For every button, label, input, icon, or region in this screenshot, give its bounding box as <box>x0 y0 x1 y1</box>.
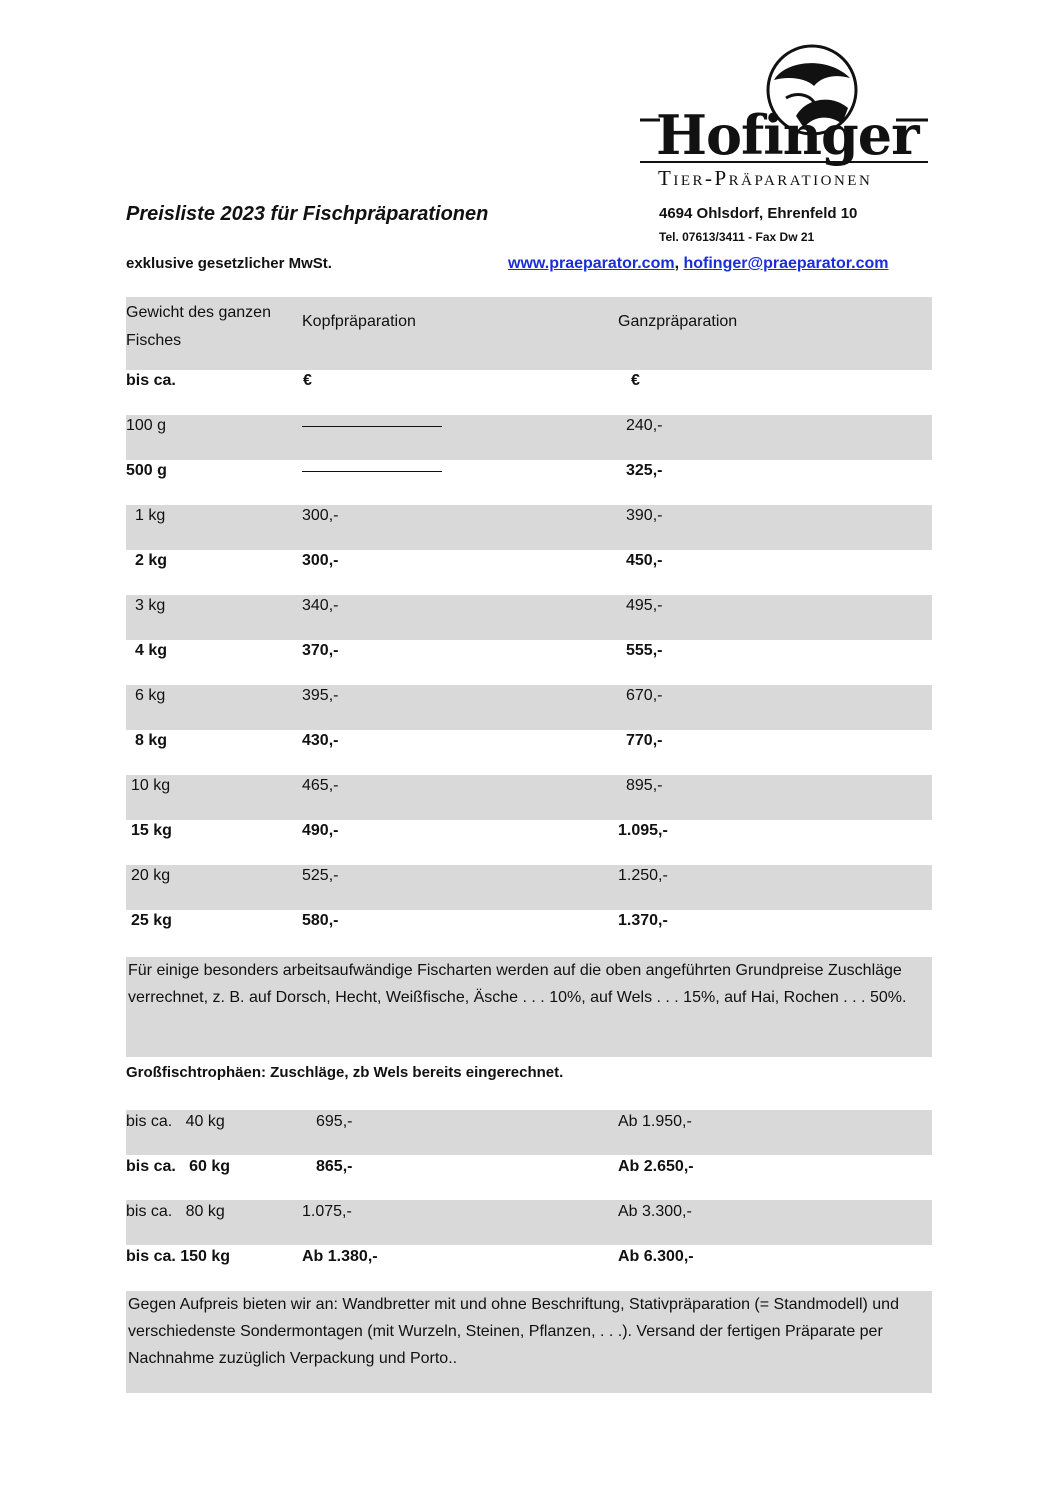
row-whole-price: 495,- <box>626 597 663 614</box>
table-row <box>126 595 932 640</box>
row-whole-price: 1.250,- <box>618 867 668 884</box>
table-row <box>126 685 932 730</box>
big-fish-row <box>126 1245 932 1290</box>
row-head-price <box>302 417 442 435</box>
row-head-price: 465,- <box>302 777 339 794</box>
row-weight: 20 kg <box>131 867 171 884</box>
row-whole-price: 555,- <box>626 642 663 659</box>
row-whole-price: 895,- <box>626 777 663 794</box>
big-fish-head-price: 865,- <box>316 1158 353 1175</box>
row-head-price: 300,- <box>302 507 339 524</box>
row-whole-price: 1.370,- <box>618 912 668 929</box>
row-weight: 25 kg <box>131 912 172 929</box>
table-row <box>126 865 932 910</box>
big-fish-weight: bis ca. 150 kg <box>126 1248 231 1265</box>
company-phone: Tel. 07613/3411 - Fax Dw 21 <box>659 230 815 244</box>
big-fish-weight: bis ca. 80 kg <box>126 1203 225 1220</box>
big-fish-head-price: 1.075,- <box>302 1203 352 1220</box>
table-row <box>126 460 932 505</box>
company-address: 4694 Ohlsdorf, Ehrenfeld 10 <box>659 205 858 222</box>
col-header-weight: Gewicht des ganzen Fisches <box>126 304 271 349</box>
big-fish-row <box>126 1200 932 1245</box>
link-separator: , <box>674 255 680 272</box>
row-whole-price: 390,- <box>626 507 663 524</box>
row-head-price: 490,- <box>302 822 339 839</box>
row-weight: 3 kg <box>135 597 166 614</box>
table-row <box>126 550 932 595</box>
currency-row-label: bis ca. <box>126 372 176 389</box>
big-fish-whole-price: Ab 2.650,- <box>618 1158 694 1175</box>
big-fish-row <box>126 1155 932 1200</box>
row-weight: 2 kg <box>135 552 168 569</box>
row-head-price: 580,- <box>302 912 339 929</box>
row-whole-price: 770,- <box>626 732 663 749</box>
currency-whole: € <box>631 372 640 389</box>
currency-head: € <box>303 372 312 389</box>
big-fish-whole-price: Ab 3.300,- <box>618 1203 692 1220</box>
big-fish-whole-price: Ab 6.300,- <box>618 1248 694 1265</box>
row-whole-price: 240,- <box>626 417 663 434</box>
row-weight: 6 kg <box>135 687 166 704</box>
col-header-whole: Ganzpräparation <box>618 313 738 330</box>
big-fish-weight: bis ca. 40 kg <box>126 1113 225 1130</box>
row-weight: 15 kg <box>131 822 172 839</box>
row-head-price: 430,- <box>302 732 339 749</box>
row-weight: 4 kg <box>135 642 168 659</box>
extras-note: Gegen Aufpreis bieten wir an: Wandbretter mit und ohne Beschriftung, Stativpräparation (= Standmodell) und verschiedenste Sondermontagen (mit Wurzeln, Steinen, Pflanzen, . . .). Versand der fertigen Präparate per Nachnahme zuzüglich Verpackung und Porto.. <box>126 1291 932 1393</box>
contact-links <box>508 255 888 273</box>
logo-wordmark: Hofinger <box>656 103 919 167</box>
row-weight: 1 kg <box>135 507 166 524</box>
price-table-header <box>126 297 932 370</box>
row-weight: 10 kg <box>131 777 171 794</box>
table-row <box>126 505 932 550</box>
row-whole-price: 450,- <box>626 552 663 569</box>
surcharge-note: Für einige besonders arbeitsaufwändige Fischarten werden auf die oben angeführten Grundpreise Zuschläge verrechnet, z. B. auf Dorsch, Hecht, Weißfische, Äsche . . . 10%, auf Wels . . . 15%, auf Hai, Rochen . . . 50%. <box>126 957 932 1057</box>
big-fish-head-price: Ab 1.380,- <box>302 1248 378 1265</box>
big-fish-heading: Großfischtrophäen: Zuschläge, zb Wels bereits eingerechnet. <box>126 1064 564 1081</box>
table-row <box>126 910 932 955</box>
no-price-dash <box>302 470 442 472</box>
row-weight: 500 g <box>126 462 167 479</box>
row-head-price: 525,- <box>302 867 339 884</box>
row-weight: 100 g <box>126 417 167 434</box>
vat-note: exklusive gesetzlicher MwSt. <box>126 255 332 272</box>
row-head-price: 300,- <box>302 552 339 569</box>
row-whole-price: 325,- <box>626 462 663 479</box>
table-row <box>126 415 932 460</box>
company-logo <box>636 38 932 190</box>
big-fish-head-price: 695,- <box>316 1113 353 1130</box>
currency-row <box>126 370 932 415</box>
big-fish-weight: bis ca. 60 kg <box>126 1158 231 1175</box>
row-whole-price: 670,- <box>626 687 663 704</box>
table-row <box>126 775 932 820</box>
row-weight: 8 kg <box>135 732 168 749</box>
no-price-dash <box>302 425 442 427</box>
big-fish-row <box>126 1110 932 1155</box>
logo-subtitle: Tier-Präparationen <box>658 166 873 190</box>
big-fish-whole-price: Ab 1.950,- <box>618 1113 692 1130</box>
row-head-price: 370,- <box>302 642 339 659</box>
table-row <box>126 640 932 685</box>
table-row <box>126 730 932 775</box>
row-head-price <box>302 462 442 480</box>
col-header-head: Kopfpräparation <box>302 313 416 330</box>
website-link[interactable]: www.praeparator.com <box>508 255 675 272</box>
row-head-price: 340,- <box>302 597 339 614</box>
page-title: Preisliste 2023 für Fischpräparationen <box>126 203 489 225</box>
row-head-price: 395,- <box>302 687 339 704</box>
email-link[interactable]: hofinger@praeparator.com <box>683 255 889 272</box>
row-whole-price: 1.095,- <box>618 822 668 839</box>
table-row <box>126 820 932 865</box>
